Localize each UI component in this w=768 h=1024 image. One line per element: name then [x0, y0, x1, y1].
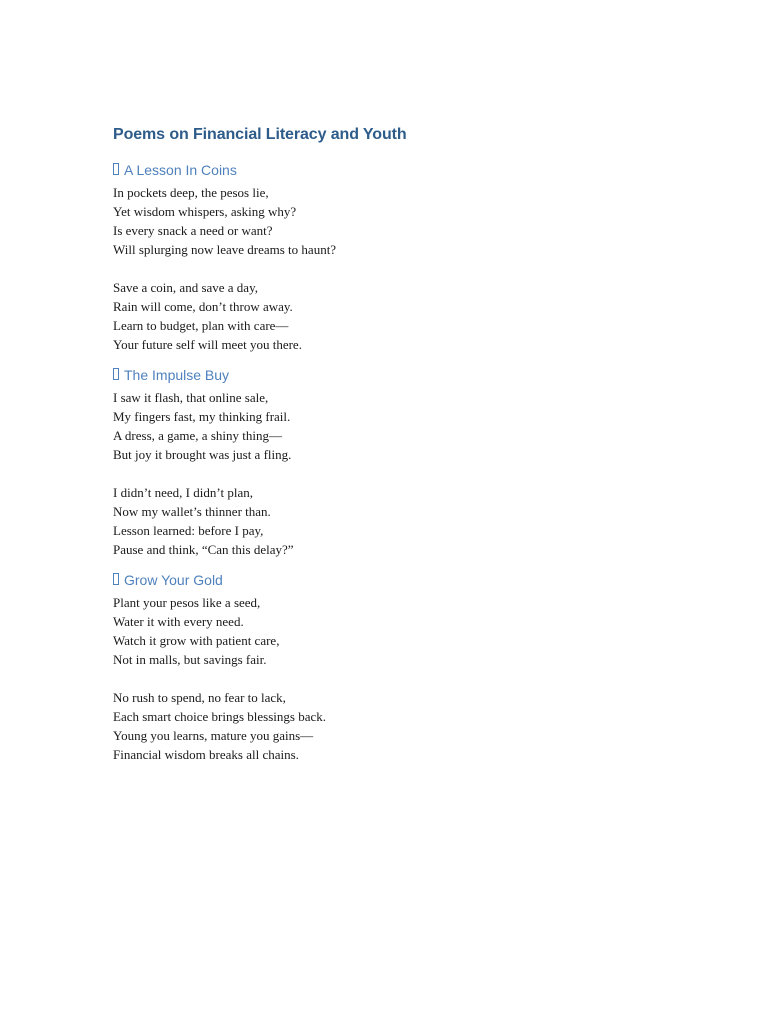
poem-line: Lesson learned: before I pay, — [113, 523, 264, 538]
poem-line: I saw it flash, that online sale, — [113, 390, 269, 405]
poem-line: My fingers fast, my thinking frail. — [113, 409, 291, 424]
poem-line: Rain will come, don’t throw away. — [113, 299, 293, 314]
missing-glyph-icon — [113, 163, 119, 175]
poem-impulse-buy — [113, 365, 673, 559]
document-title: Poems on Financial Literacy and Youth — [113, 126, 407, 143]
poem-line: Learn to budget, plan with care— — [113, 318, 289, 333]
poem-line: Your future self will meet you there. — [113, 337, 302, 352]
poem-line: Save a coin, and save a day, — [113, 280, 258, 295]
stanza — [113, 688, 673, 764]
stanza — [113, 593, 673, 669]
poem-heading-text: The Impulse Buy — [124, 367, 230, 383]
poem-line: Is every snack a need or want? — [113, 223, 273, 238]
poem-line: In pockets deep, the pesos lie, — [113, 185, 269, 200]
poem-line: Pause and think, “Can this delay?” — [113, 542, 294, 557]
missing-glyph-icon — [113, 368, 119, 380]
stanza — [113, 483, 673, 559]
poem-line: But joy it brought was just a fling. — [113, 447, 292, 462]
poem-line: Watch it grow with patient care, — [113, 633, 280, 648]
poem-line: Financial wisdom breaks all chains. — [113, 747, 299, 762]
poem-line: No rush to spend, no fear to lack, — [113, 690, 286, 705]
poem-line: I didn’t need, I didn’t plan, — [113, 485, 253, 500]
stanza — [113, 388, 673, 464]
poem-line: Each smart choice brings blessings back. — [113, 709, 326, 724]
stanza — [113, 183, 673, 259]
stanza — [113, 278, 673, 354]
poem-line: Plant your pesos like a seed, — [113, 595, 261, 610]
poem-line: Yet wisdom whispers, asking why? — [113, 204, 297, 219]
document-content — [113, 124, 673, 775]
poem-heading — [113, 365, 673, 385]
poem-heading — [113, 570, 673, 590]
missing-glyph-icon — [113, 573, 119, 585]
poem-line: Will splurging now leave dreams to haunt? — [113, 242, 337, 257]
poem-heading — [113, 160, 673, 180]
poem-lesson-in-coins — [113, 160, 673, 354]
poem-line: Now my wallet’s thinner than. — [113, 504, 271, 519]
poem-heading-text: Grow Your Gold — [124, 572, 223, 588]
poem-line: Not in malls, but savings fair. — [113, 652, 267, 667]
poem-heading-text: A Lesson In Coins — [124, 162, 237, 178]
poem-line: Young you learns, mature you gains— — [113, 728, 314, 743]
poem-grow-your-gold — [113, 570, 673, 764]
poem-line: A dress, a game, a shiny thing— — [113, 428, 282, 443]
poem-line: Water it with every need. — [113, 614, 244, 629]
